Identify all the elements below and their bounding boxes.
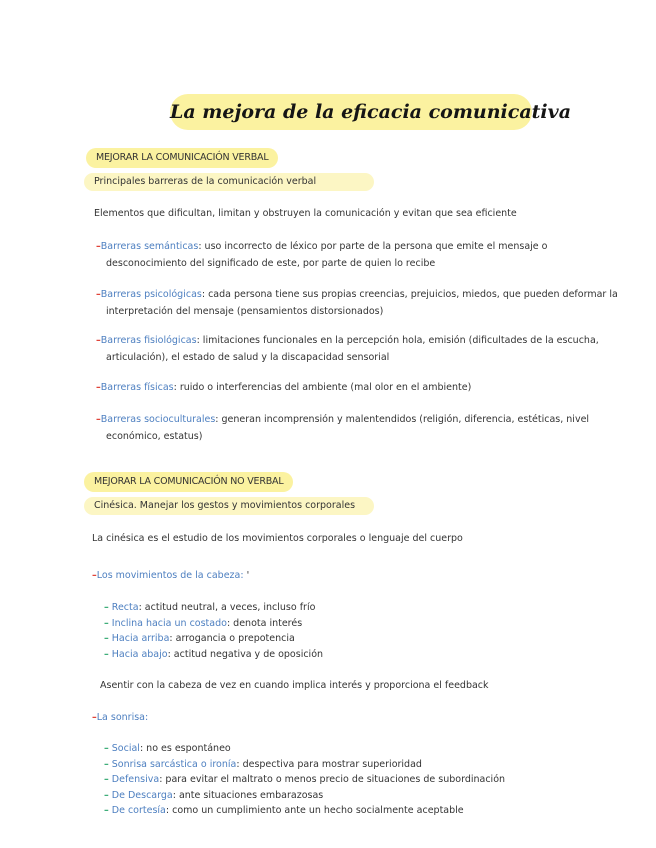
list-item: – Defensiva: para evitar el maltrato o menos precio de situaciones de subordinación	[104, 774, 506, 785]
list-item: – Recta: actitud neutral, a veces, incluso frío	[104, 602, 316, 613]
item-term: Barreras semánticas	[100, 241, 199, 252]
list-item: –Barreras socioculturales: generan incomprensión y malentendidos (religión, diferencia, estéticas, nivel económico, estatus)	[96, 411, 644, 445]
item-desc: : ruido o interferencias del ambiente (mal olor en el ambiente)	[173, 382, 472, 393]
intro-text-no-verbal: La cinésica es el estudio de los movimientos corporales o lenguaje del cuerpo	[92, 533, 463, 544]
list-item: – De Descarga: ante situaciones embarazosas	[104, 789, 324, 801]
item-term: Barreras físicas	[100, 382, 174, 393]
list-item: –Barreras fisiológicas: limitaciones funcionales en la percepción hola, emisión (dificultades de la escucha, articulación), el estado de salud y la discapacidad sensorial	[96, 332, 644, 366]
list-item: – De cortesía: como un cumplimiento ante un hecho socialmente aceptable	[104, 805, 464, 816]
item-desc: : limitaciones funcionales en la percepción hola, emisión (dificultades de la escucha,	[196, 335, 599, 346]
item-desc: : generan incomprensión y malentendidos (religión, diferencia, estéticas, nivel	[215, 414, 590, 425]
intro-text-verbal: Elementos que dificultan, limitan y obstruyen la comunicación y evitan que sea eficiente	[94, 208, 517, 219]
item-term: Barreras fisiológicas	[100, 335, 197, 346]
section-heading-verbal: MEJORAR LA COMUNICACIÓN VERBAL	[86, 148, 278, 168]
page-title: La mejora de la eficacia comunicativa	[170, 94, 532, 130]
item-desc: : cada persona tiene sus propias creencias, prejuicios, miedos, que pueden deformar la	[201, 289, 618, 300]
list-item: – Social: no es espontáneo	[104, 743, 231, 754]
nod-text: Asentir con la cabeza de vez en cuando implica interés y proporciona el feedback	[100, 680, 489, 691]
subheading-cinesica: Cinésica. Manejar los gestos y movimientos corporales	[84, 497, 374, 515]
subheading-barreras: Principales barreras de la comunicación verbal	[84, 173, 374, 191]
item-desc-cont: articulación), el estado de salud y la discapacidad sensorial	[106, 352, 390, 363]
smile-title: –La sonrisa:	[92, 712, 149, 723]
list-item: – Hacia abajo: actitud negativa y de oposición	[104, 648, 324, 660]
list-item: – Sonrisa sarcástica o ironía: despectiva para mostrar superioridad	[104, 758, 422, 770]
section-heading-no-verbal: MEJORAR LA COMUNICACIÓN NO VERBAL	[84, 472, 293, 492]
item-desc: : uso incorrecto de léxico por parte de la persona que emite el mensaje o	[198, 241, 548, 252]
head-movements-list	[104, 600, 323, 662]
item-desc-cont: desconocimiento del significado de este, por parte de quien lo recibe	[106, 258, 436, 269]
item-term: Barreras socioculturales	[100, 414, 216, 425]
list-item: –Barreras físicas: ruido o interferencias del ambiente (mal olor en el ambiente)	[96, 382, 472, 393]
item-desc-cont: interpretación del mensaje (pensamientos distorsionados)	[106, 306, 384, 317]
list-item: – Inclina hacia un costado: denota interés	[104, 617, 303, 629]
smile-list	[104, 741, 505, 819]
list-item: –Barreras semánticas: uso incorrecto de léxico por parte de la persona que emite el mensaje o desconocimiento del significado de este, por parte de quien lo recibe	[96, 238, 644, 272]
list-item: –Barreras psicológicas: cada persona tiene sus propias creencias, prejuicios, miedos, que pueden deformar la interpretación del mensaje (pensamientos distorsionados)	[96, 286, 644, 320]
head-movements-title: –Los movimientos de la cabeza: '	[92, 570, 250, 581]
item-term: Barreras psicológicas	[100, 289, 202, 300]
item-desc-cont: económico, estatus)	[106, 431, 203, 442]
list-item: – Hacia arriba: arrogancia o prepotencia	[104, 633, 295, 644]
